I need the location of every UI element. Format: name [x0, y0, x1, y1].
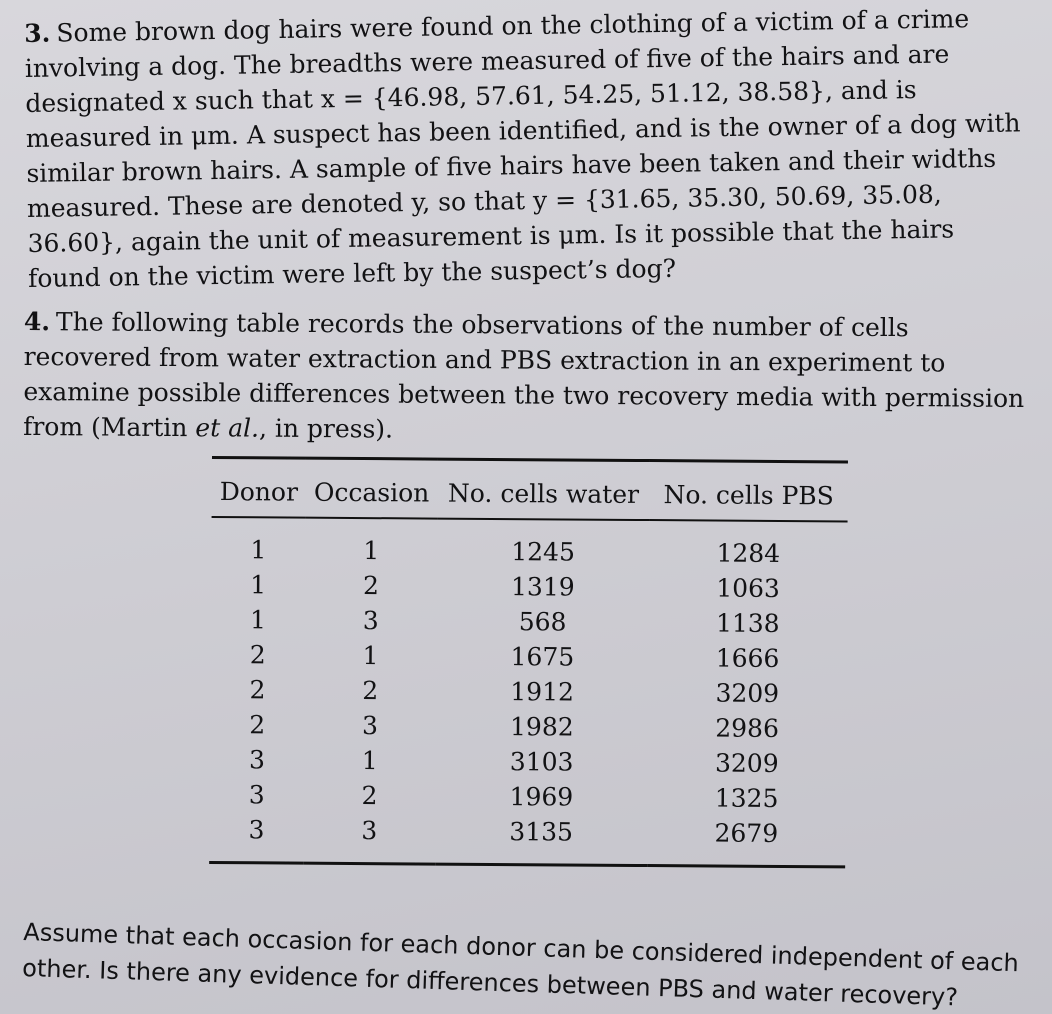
closing-question: Assume that each occasion for each donor can be considered independent of each other. Is there any evidence for differences between PBS and water recovery? — [21, 917, 1020, 1012]
header-occasion: Occasion — [313, 477, 430, 508]
cell-donor: 2 — [249, 640, 266, 670]
cell-water: 568 — [518, 607, 567, 637]
cell-donor: 1 — [250, 570, 267, 600]
problem-4 — [23, 304, 1029, 451]
header-cells-pbs: No. cells PBS — [663, 480, 834, 511]
problem-3 — [24, 0, 1033, 296]
cell-pbs: 2679 — [714, 818, 779, 848]
cell-pbs: 3209 — [714, 748, 779, 778]
cells-table — [209, 456, 848, 868]
cell-donor: 3 — [248, 815, 265, 845]
table-row — [210, 777, 846, 816]
problem-4-text-after: , in press). — [258, 413, 394, 444]
table-row — [210, 707, 846, 746]
cells-table-wrapper — [209, 456, 848, 868]
cell-occasion: 3 — [362, 606, 379, 636]
cell-pbs: 1325 — [714, 783, 779, 813]
table-row — [209, 812, 845, 867]
cell-water: 3135 — [509, 817, 574, 847]
cell-pbs: 1666 — [715, 643, 780, 673]
problem-4-number: 4. — [23, 306, 51, 337]
cell-pbs: 2986 — [715, 713, 780, 743]
cell-donor: 3 — [248, 780, 265, 810]
cell-water: 1245 — [511, 537, 576, 567]
table-row — [210, 672, 846, 711]
cell-occasion: 2 — [362, 676, 379, 706]
table-row — [211, 567, 847, 606]
cell-donor: 2 — [249, 710, 266, 740]
cell-donor: 2 — [249, 675, 266, 705]
problem-4-text-before: The following table records the observations of the number of cells recovered from water extraction and PBS extraction in an experiment to examine possible differences between the two recovery media with permission from (Martin — [23, 307, 1025, 443]
cell-water: 3103 — [509, 747, 574, 777]
table-row — [210, 637, 846, 676]
cell-occasion: 1 — [363, 536, 380, 566]
header-cells-water: No. cells water — [447, 478, 640, 509]
table-header-row — [212, 457, 848, 521]
cell-water: 1969 — [509, 782, 574, 812]
cell-water: 1675 — [510, 642, 575, 672]
cell-pbs: 1138 — [715, 608, 780, 638]
problem-4-text-italic: et al. — [195, 413, 260, 443]
table-row — [210, 742, 846, 781]
cell-pbs: 3209 — [715, 678, 780, 708]
cell-occasion: 2 — [362, 571, 380, 601]
cell-occasion: 2 — [361, 781, 378, 811]
table-row — [211, 602, 847, 641]
cell-occasion: 1 — [361, 746, 378, 776]
cell-donor: 1 — [250, 535, 267, 565]
cell-occasion: 1 — [362, 641, 379, 671]
cell-water: 1912 — [510, 677, 575, 707]
table-row — [211, 517, 847, 571]
cell-donor: 1 — [249, 605, 267, 635]
problem-3-text: Some brown dog hairs were found on the clothing of a victim of a crime involving a dog. The breadths were measured of five of the hairs and are designated x such that x = {46.98, 57.61, 54.25, 51.12, 38.58}, and is measured in μm. A suspect has been identified, and is the owner of a dog with similar brown hairs. A sample of five hairs have been taken and their widths measured. These are denoted y, so that y = {31.65, 35.30, 50.69, 35.08, 36.60}, again the unit of measurement is μm. Is it possible that the hairs found on the victim were left by the suspect’s dog? — [24, 4, 1021, 293]
header-donor: Donor — [219, 477, 299, 507]
problem-3-number: 3. — [24, 18, 51, 48]
cell-pbs: 1284 — [716, 538, 781, 568]
cell-water: 1319 — [510, 572, 575, 602]
table-body — [209, 517, 847, 867]
cell-occasion: 3 — [361, 816, 378, 846]
cell-water: 1982 — [509, 712, 574, 742]
cell-occasion: 3 — [361, 711, 379, 741]
cell-pbs: 1063 — [716, 573, 780, 603]
cell-donor: 3 — [248, 745, 266, 775]
